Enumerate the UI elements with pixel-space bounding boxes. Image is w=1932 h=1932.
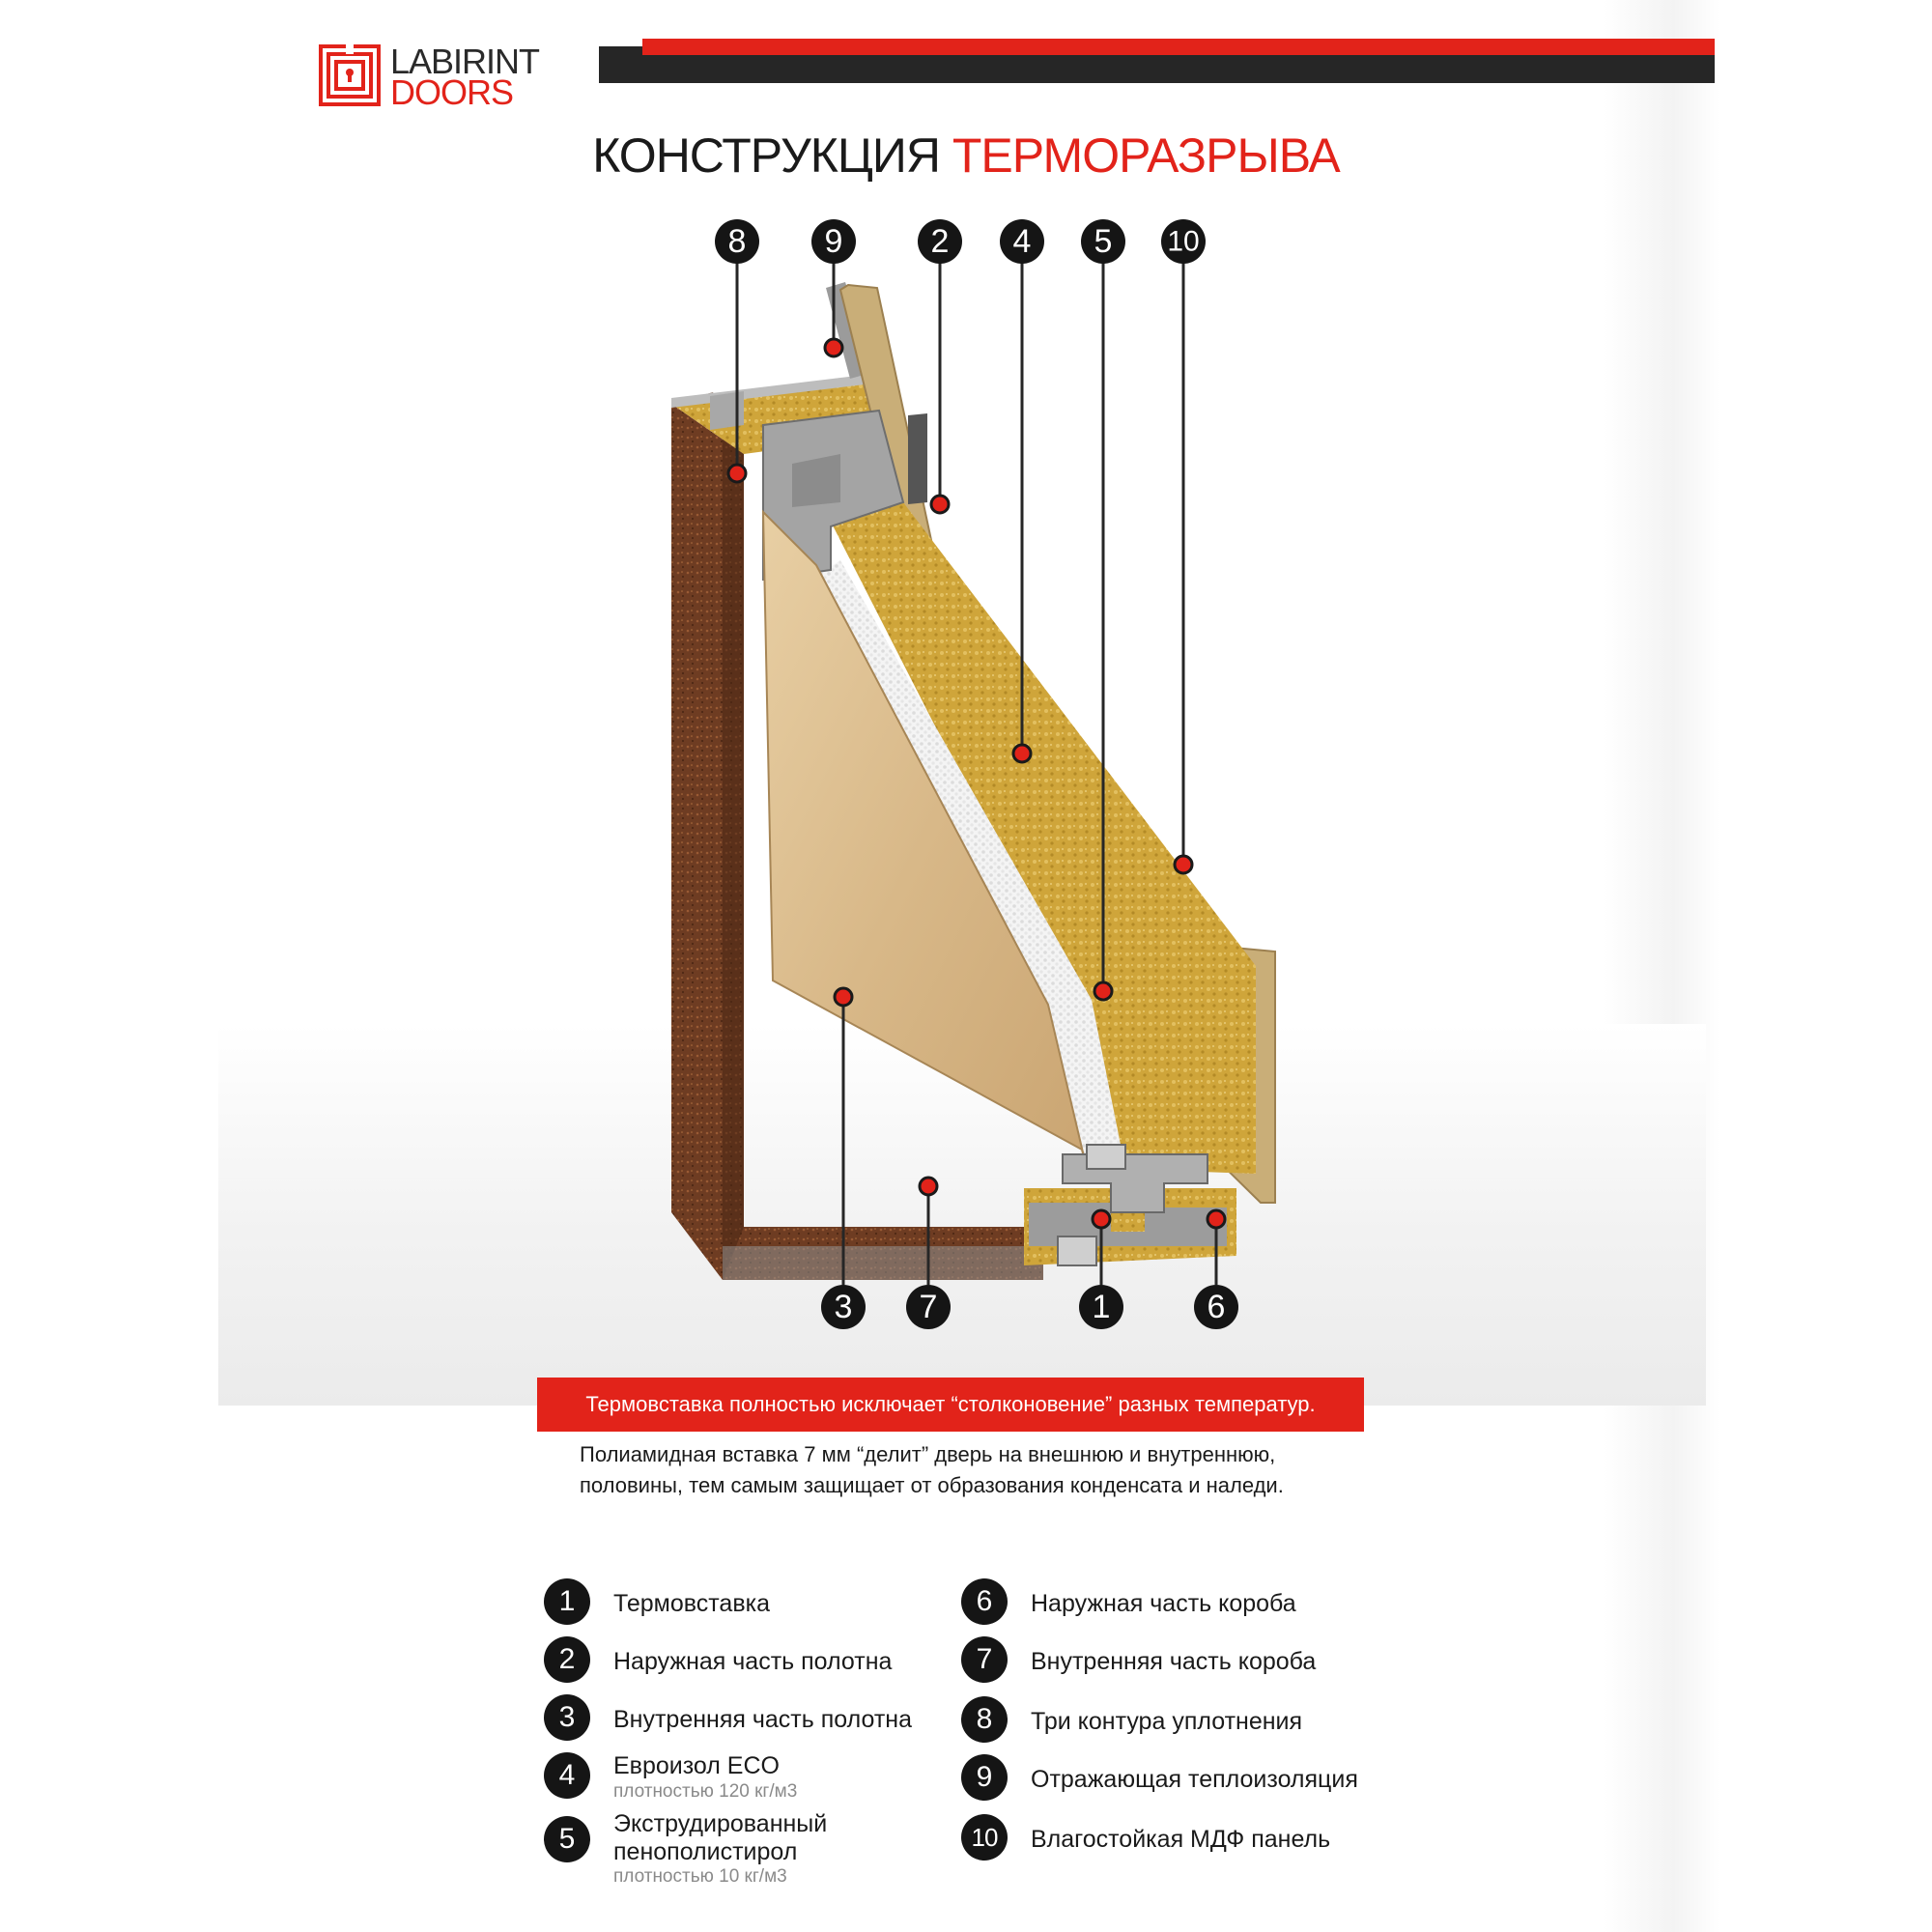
legend-badge: 4 [544, 1752, 590, 1799]
callout-10[interactable] [1161, 219, 1206, 264]
svg-text:5: 5 [1094, 223, 1113, 260]
legend-badge: 8 [961, 1696, 1008, 1743]
legend-label: Наружная часть короба [1031, 1590, 1296, 1617]
legend-label: Три контура уплотнения [1031, 1708, 1303, 1735]
legend-badge: 2 [544, 1636, 590, 1683]
legend-badge: 6 [961, 1578, 1008, 1625]
legend-sublabel: плотностью 120 кг/м3 [613, 1781, 798, 1802]
legend-sublabel: плотностью 10 кг/м3 [613, 1866, 787, 1887]
legend-badge: 7 [961, 1636, 1008, 1683]
svg-text:7: 7 [919, 1289, 938, 1325]
svg-text:6: 6 [1207, 1289, 1226, 1325]
legend-badge: 9 [961, 1754, 1008, 1801]
callout-4[interactable] [1000, 219, 1044, 264]
legend-label: Наружная часть полотна [613, 1648, 893, 1675]
description-text: Полиамидная вставка 7 мм “делит” дверь на внешнюю и внутреннюю, половины, тем самым защищает от образования конденсата и наледи. [580, 1442, 1284, 1497]
callout-6[interactable] [1194, 1285, 1238, 1329]
svg-text:4: 4 [1012, 223, 1032, 260]
callout-1[interactable] [1079, 1285, 1123, 1329]
svg-text:3: 3 [834, 1289, 853, 1325]
legend-label: Отражающая теплоизоляция [1031, 1766, 1358, 1793]
svg-text:2: 2 [930, 223, 950, 260]
title-part-black: КОНСТРУКЦИЯ [592, 128, 940, 183]
legend-badge: 5 [544, 1816, 590, 1862]
legend-label-line2: пенополистирол [613, 1838, 798, 1865]
brand-name-line1: LABIRINT [390, 42, 540, 81]
callout-3[interactable] [821, 1285, 866, 1329]
legend-label: Евроизол ECO [613, 1752, 780, 1779]
callout-2[interactable] [918, 219, 962, 264]
svg-text:1: 1 [1092, 1289, 1111, 1325]
legend-badge: 3 [544, 1694, 590, 1741]
brand-name-line2: DOORS [390, 72, 514, 112]
legend-badge: 10 [961, 1814, 1008, 1861]
callout-5[interactable] [1081, 219, 1125, 264]
legend-label: Термовставка [613, 1590, 771, 1617]
title-part-red: ТЕРМОРАЗРЫВА [952, 128, 1340, 183]
svg-text:10: 10 [1167, 225, 1200, 258]
legend-label: Экструдированный [613, 1810, 828, 1837]
callout-8[interactable] [715, 219, 759, 264]
legend-label: Внутренняя часть полотна [613, 1706, 912, 1733]
legend-badge: 1 [544, 1578, 590, 1625]
svg-text:9: 9 [824, 223, 843, 260]
svg-text:8: 8 [727, 223, 747, 260]
legend-label: Внутренняя часть короба [1031, 1648, 1317, 1675]
callout-7[interactable] [906, 1285, 951, 1329]
thermo-banner: Термовставка полностью исключает “столконовение” разных температур. [537, 1378, 1364, 1432]
legend-label: Влагостойкая МДФ панель [1031, 1826, 1331, 1853]
callout-9[interactable] [811, 219, 856, 264]
